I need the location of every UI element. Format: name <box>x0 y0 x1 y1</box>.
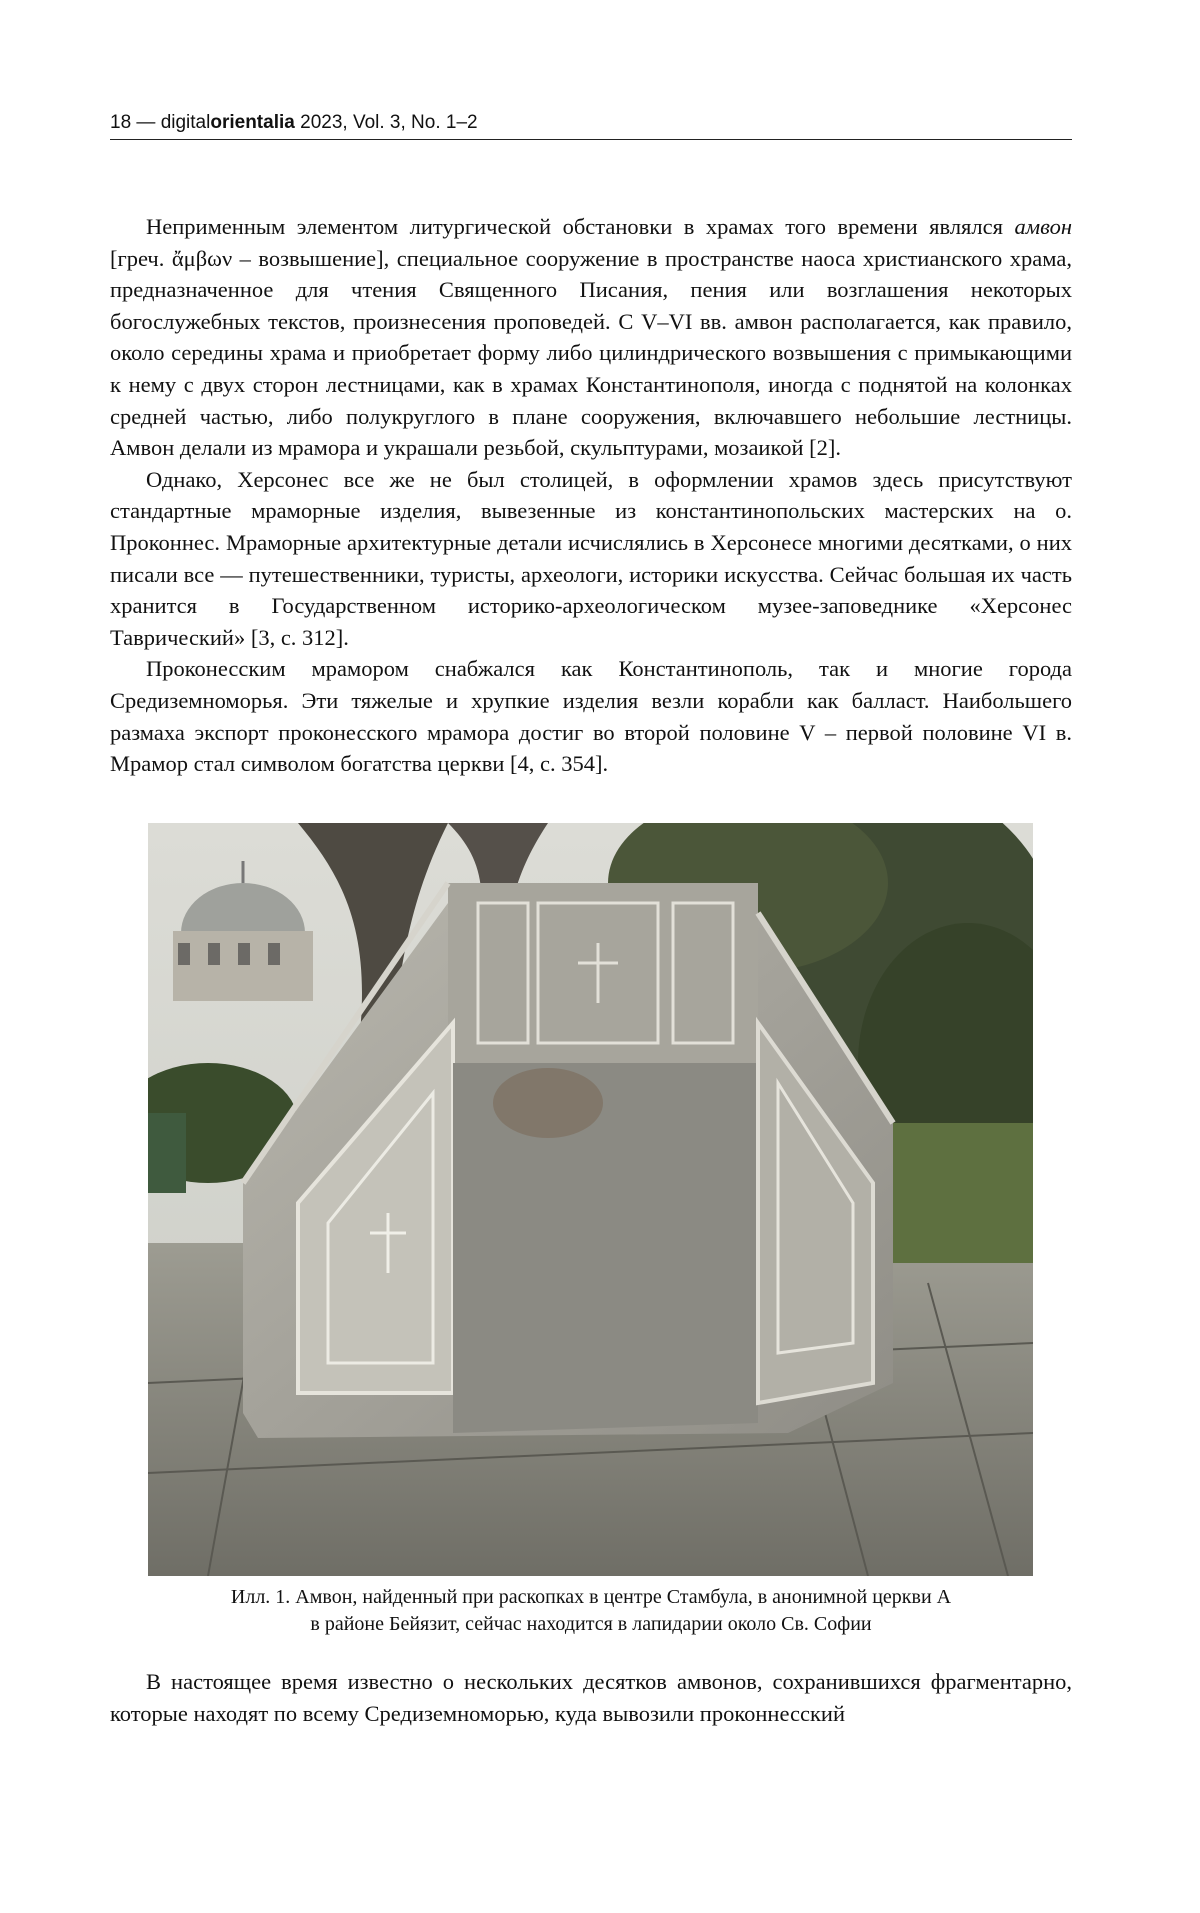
header-rule <box>110 139 1072 140</box>
body-text-top <box>110 211 1072 780</box>
journal-prefix: digital <box>160 112 211 133</box>
figure-ambo-photo <box>148 823 1033 1576</box>
caption-line-2: в районе Бейязит, сейчас находится в лапидарии около Св. Софии <box>310 1613 872 1635</box>
paragraph-proconnesian-marble: Проконесским мрамором снабжался как Константинополь, так и многие города Средиземноморья. Эти тяжелые и хрупкие изделия везли корабли как балласт. Наибольшего размаха экспорт проконесского мрамора достиг во второй половине V – первой половине VI в. Мрамор стал символом богатства церкви [4, с. 354]. <box>110 656 1072 777</box>
body-text-bottom <box>110 1666 1072 1729</box>
paragraph-known-ambos: В настоящее время известно о нескольких десятков амвонов, сохранившихся фрагментарно, которые находят по всему Средиземноморью, куда вывозили проконнесский <box>110 1669 1072 1726</box>
paragraph-1-start: Неприменным элементом литургической обстановки в храмах того времени являлся <box>146 214 1015 239</box>
header-separator: — <box>131 112 161 133</box>
caption-line-1: Илл. 1. Амвон, найденный при раскопках в центре Стамбула, в анонимной церкви А <box>230 1586 952 1608</box>
issue-info: 2023, Vol. 3, No. 1–2 <box>294 112 478 133</box>
running-header <box>110 112 1072 134</box>
ambo-photo-illustration <box>148 823 1033 1576</box>
paragraph-chersonesus: Однако, Херсонес все же не был столицей, в оформлении храмов здесь присутствуют стандартные мраморные изделия, вывезенные из константинопольских мастерских на о. Проконнес. Мраморные архитектурные детали исчислялись в Херсонесе многими десятками, о них писали все — путешественники, туристы, археологи, историки искусства. Сейчас большая их часть хранится в Государственном историко-археологическом музее-заповеднике «Херсонес Таврический» [3, с. 312]. <box>110 466 1072 650</box>
figure-caption <box>110 1584 1072 1638</box>
term-ambo: амвон <box>1014 214 1072 239</box>
paragraph-1-rest: [греч. ἄμβων – возвышение], специальное сооружение в пространстве наоса христианского храма, предназначенное для чтения Священного Писания, пения или возглашения некоторых богослужебных текстов, произнесения проповедей. С V–VI вв. амвон располагается, как правило, около середины храма и приобретает форму либо цилиндрического возвышения с примыкающими к нему с двух сторон лестницами, как в храмах Константинополя, иногда с поднятой на колонках средней частью, либо полукруглого в плане сооружения, включавшего небольшие лестницы. Амвон делали из мрамора и украшали резьбой, скульптурами, мозаикой [2]. <box>110 245 1072 461</box>
journal-name: orientalia <box>210 112 295 133</box>
page-number: 18 <box>110 112 132 133</box>
paragraph-ambo-definition <box>110 211 1072 464</box>
